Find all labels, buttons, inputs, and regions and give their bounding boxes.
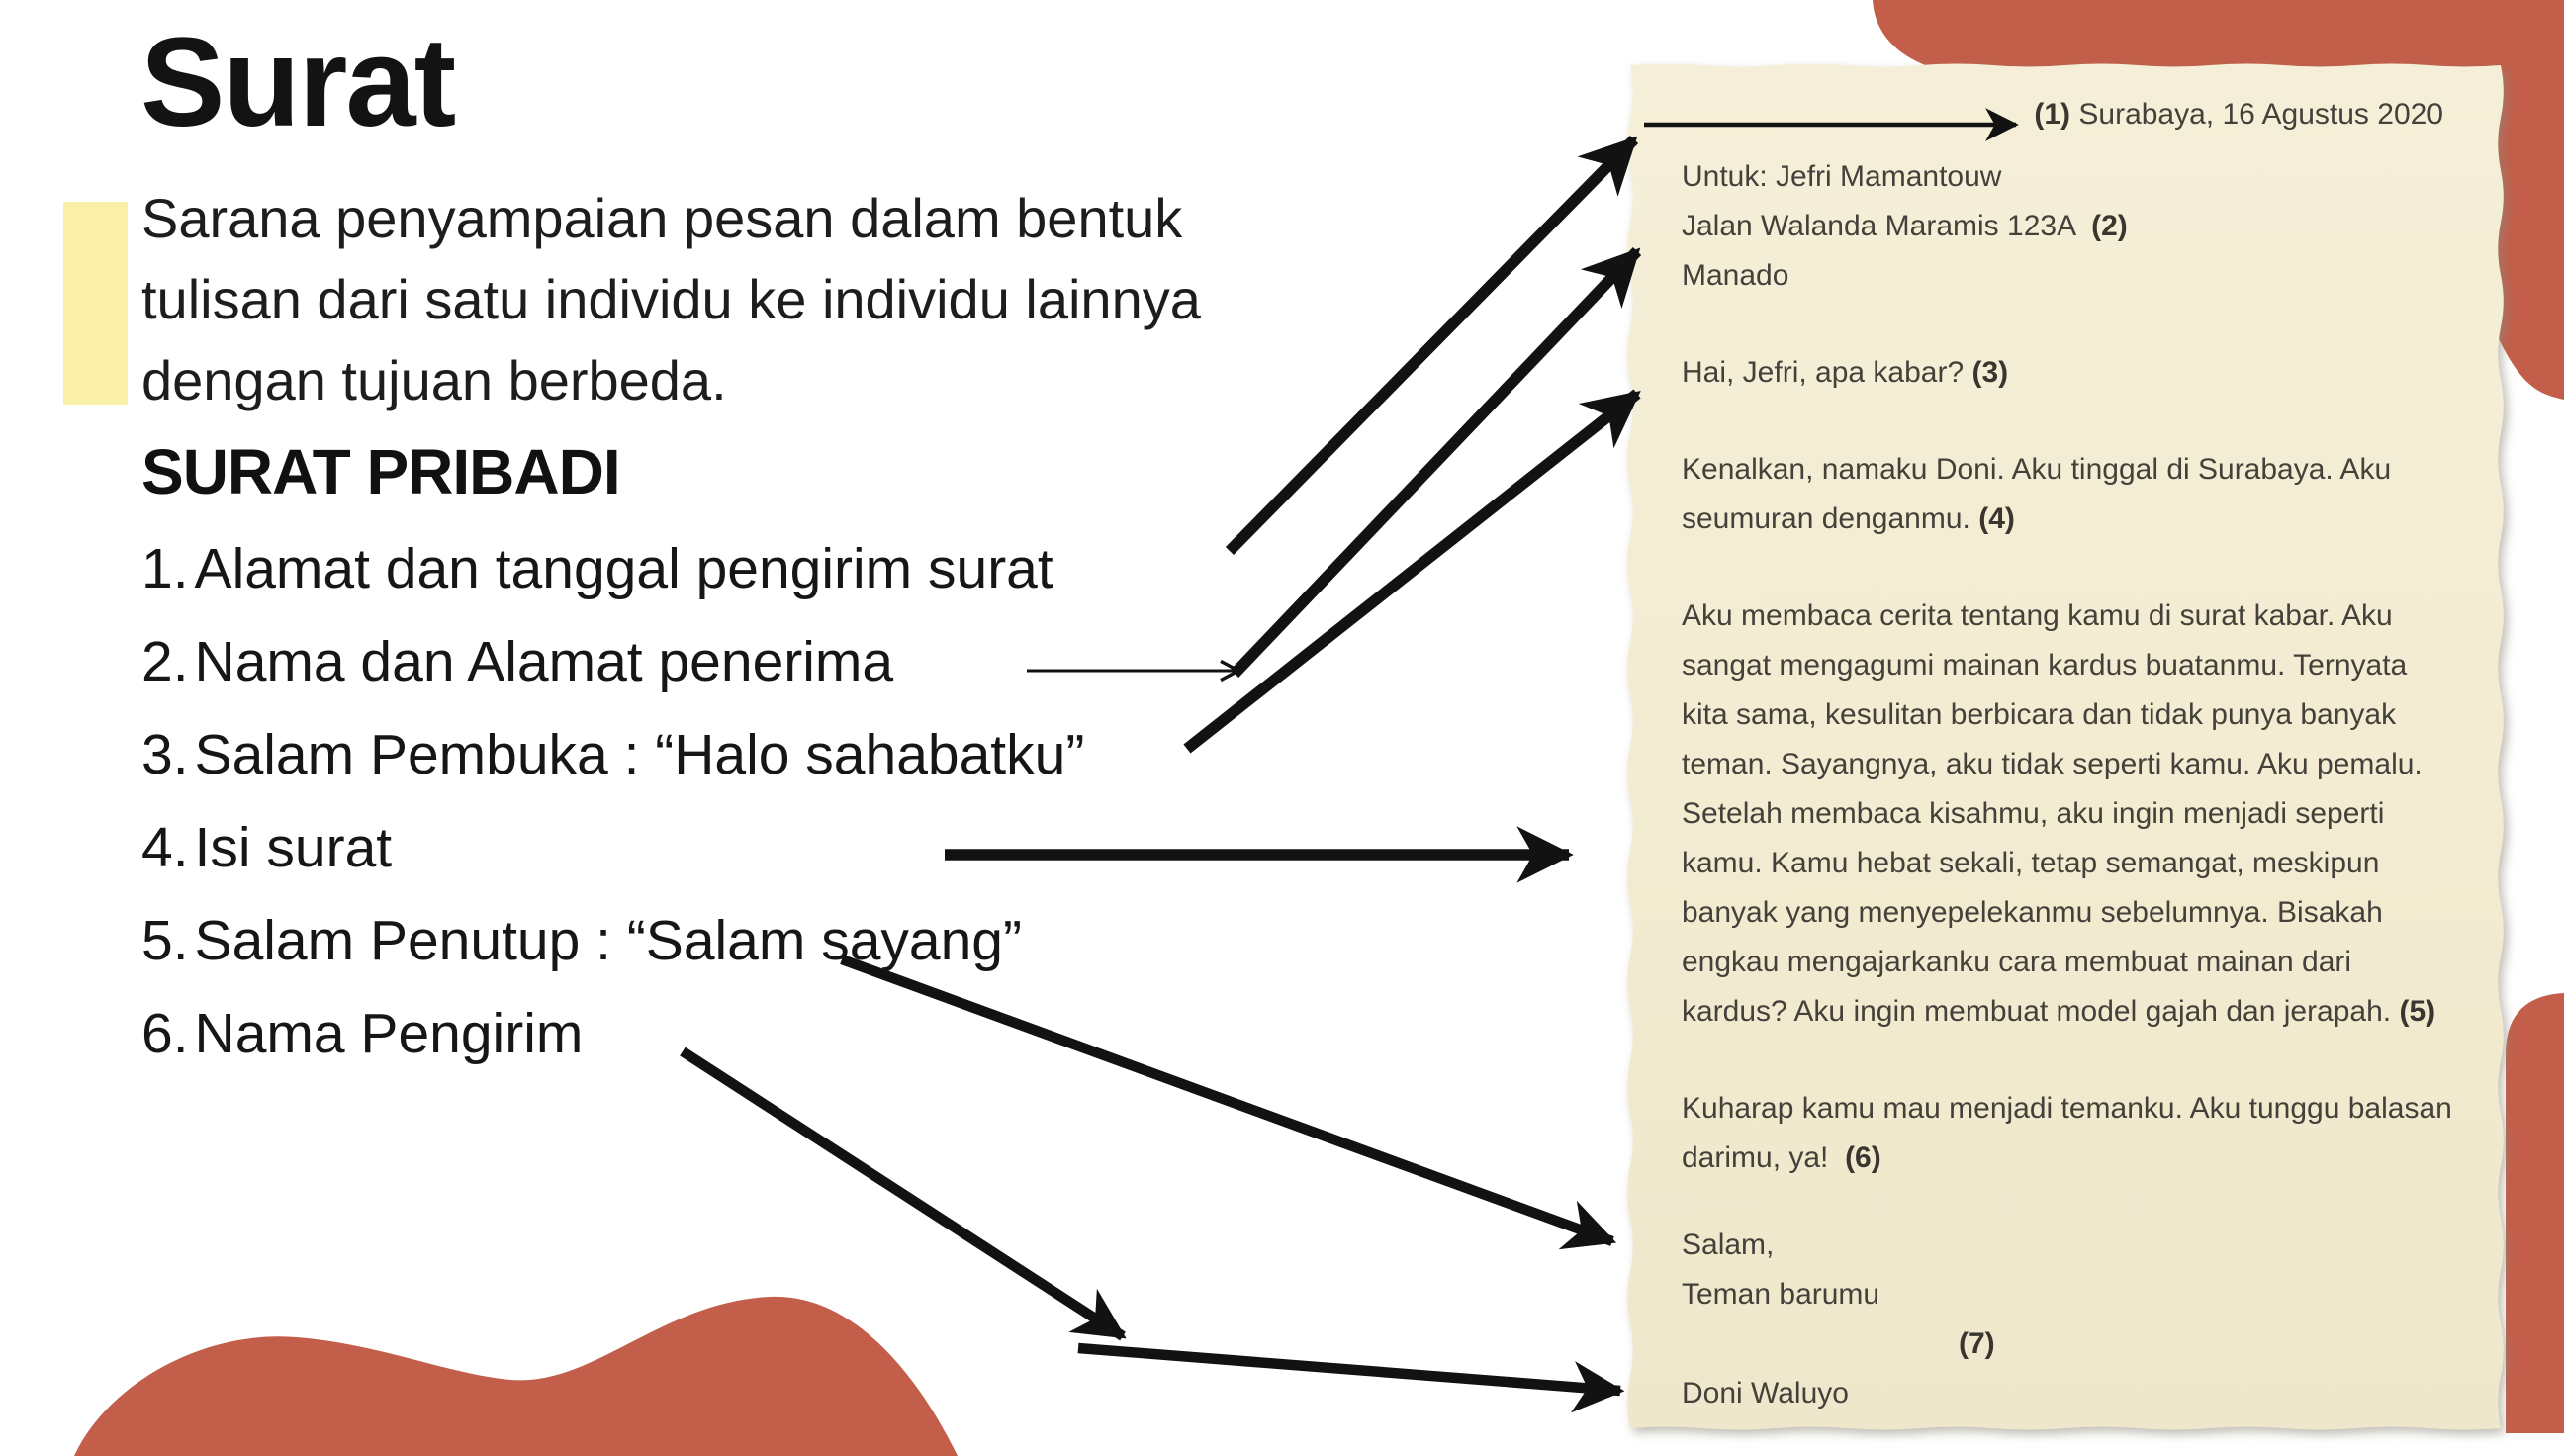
- letter-line: [1682, 1270, 2443, 1320]
- letter-paragraph: [1682, 1084, 2452, 1183]
- letter-parts-list: [141, 522, 1084, 1080]
- letter-line: [1682, 1221, 2443, 1270]
- letter-text-segment: Surabaya, 16 Agustus 2020: [2070, 98, 2443, 131]
- letter-text-segment: Jalan Walanda Maramis 123A: [1682, 210, 2092, 242]
- letter-text-segment: Teman barumu: [1682, 1278, 1880, 1311]
- letter-paragraph: [1682, 152, 2443, 301]
- arrow-6-diagonal: [683, 1051, 1123, 1336]
- letter-text-segment: Aku membaca cerita tentang kamu di surat kabar. Aku: [1682, 599, 2393, 632]
- letter-part-number: (6): [1845, 1141, 1881, 1174]
- letter-part-number: (5): [2399, 995, 2436, 1028]
- letter-paragraph: [1682, 1221, 2443, 1418]
- decor-bottom-left-blob: [74, 1297, 958, 1456]
- description: [141, 178, 1201, 421]
- list-item-text: Alamat dan tanggal pengirim surat: [194, 537, 1053, 600]
- description-line: dengan tujuan berbeda.: [141, 349, 727, 411]
- letter-part-number: (1): [2034, 98, 2071, 131]
- list-item-text: Isi surat: [194, 816, 393, 879]
- letter-line: [1682, 445, 2443, 495]
- letter-text-segment: engkau mengajarkanku cara membuat mainan dari: [1682, 946, 2352, 978]
- letter-text-segment: Untuk: Jefri Mamantouw: [1682, 160, 2002, 193]
- letter-paragraph: [1682, 90, 2443, 139]
- letter-part-number: (7): [1959, 1327, 1995, 1360]
- letter-part-number: (4): [1978, 502, 2015, 535]
- letter-line: [1682, 987, 2443, 1037]
- list-item-3: [141, 708, 1084, 801]
- letter-paragraph: [1682, 445, 2443, 544]
- letter-text-segment: Setelah membaca kisahmu, aku ingin menjadi seperti: [1682, 797, 2385, 830]
- list-item-number: 4.: [141, 816, 189, 879]
- letter-text-segment: Hai, Jefri, apa kabar?: [1682, 356, 1972, 389]
- letter-text-segment: kamu. Kamu hebat sekali, tetap semangat, meskipun: [1682, 847, 2380, 879]
- letter-part-number: (2): [2091, 210, 2128, 242]
- letter-line: [1682, 348, 2443, 398]
- letter-text-segment: Doni Waluyo: [1682, 1377, 1849, 1410]
- letter-line: [1682, 90, 2443, 139]
- letter-text-segment: seumuran denganmu.: [1682, 502, 1979, 535]
- arrow-1-diagonal: [1230, 139, 1634, 551]
- letter-line: [1682, 789, 2443, 839]
- list-item-text: Salam Penutup : “Salam sayang”: [194, 909, 1022, 972]
- letter-line: [1682, 152, 2443, 202]
- letter-line: [1682, 740, 2443, 789]
- letter-text-segment: Manado: [1682, 259, 1789, 292]
- letter-line: [1682, 202, 2443, 251]
- letter-line: [1682, 495, 2443, 544]
- letter-paragraph: [1682, 592, 2443, 1037]
- letter-text-segment: sangat mengagumi mainan kardus buatanmu. Ternyata: [1682, 649, 2408, 682]
- description-line: Sarana penyampaian pesan dalam bentuk: [141, 187, 1183, 249]
- letter-text-segment: Kenalkan, namaku Doni. Aku tinggal di Surabaya. Aku: [1682, 453, 2392, 486]
- letter-line: [1682, 1134, 2443, 1183]
- list-item-number: 3.: [141, 723, 189, 786]
- letter-text-segment: kita sama, kesulitan berbicara dan tidak punya banyak: [1682, 698, 2397, 731]
- list-item-4: [141, 801, 1084, 894]
- letter-line: [1682, 251, 2443, 301]
- letter-text-segment: darimu, ya!: [1682, 1141, 1846, 1174]
- letter-text-segment: teman. Sayangnya, aku tidak seperti kamu. Aku pemalu.: [1682, 748, 2423, 780]
- letter-line: [1682, 592, 2443, 641]
- list-item-1: [141, 522, 1084, 615]
- list-item-number: 6.: [141, 1002, 189, 1065]
- section-heading: SURAT PRIBADI: [141, 436, 620, 507]
- list-item-6: [141, 987, 1084, 1080]
- letter-part-number: (3): [1971, 356, 2009, 389]
- description-line: tulisan dari satu individu ke individu lainnya: [141, 268, 1201, 330]
- decor-right-band: [2506, 993, 2564, 1433]
- arrow-3-diagonal: [1187, 394, 1637, 749]
- yellow-accent-bar: [63, 202, 128, 405]
- letter-line: [1682, 1084, 2452, 1134]
- arrow-6-to-sender: [1078, 1348, 1620, 1391]
- letter-text-segment: kardus? Aku ingin membuat model gajah dan jerapah.: [1682, 995, 2400, 1028]
- letter-line: [1682, 1369, 2443, 1418]
- list-item-text: Salam Pembuka : “Halo sahabatku”: [194, 723, 1085, 786]
- letter-line: [1682, 641, 2443, 690]
- letter-line: [1682, 1320, 2443, 1369]
- list-item-text: Nama Pengirim: [194, 1002, 584, 1065]
- page-title: Surat: [140, 12, 455, 153]
- letter-text-segment: Kuharap kamu mau menjadi temanku. Aku tunggu balasan: [1682, 1092, 2452, 1125]
- list-item-text: Nama dan Alamat penerima: [194, 630, 894, 693]
- list-item-number: 2.: [141, 630, 189, 693]
- letter-line: [1682, 690, 2443, 740]
- list-item-number: 5.: [141, 909, 189, 972]
- list-item-5: [141, 894, 1084, 987]
- arrow-2-diagonal: [1235, 251, 1637, 674]
- letter-text-segment: Salam,: [1682, 1228, 1775, 1261]
- letter-line: [1682, 839, 2443, 888]
- list-item-2: [141, 615, 1084, 708]
- letter-paragraph: [1682, 348, 2443, 398]
- letter-line: [1682, 938, 2443, 987]
- letter-body: [1630, 65, 2501, 1432]
- list-item-number: 1.: [141, 537, 189, 600]
- letter-text-segment: banyak yang menyepelekanmu sebelumnya. Bisakah: [1682, 896, 2383, 929]
- letter-line: [1682, 888, 2443, 938]
